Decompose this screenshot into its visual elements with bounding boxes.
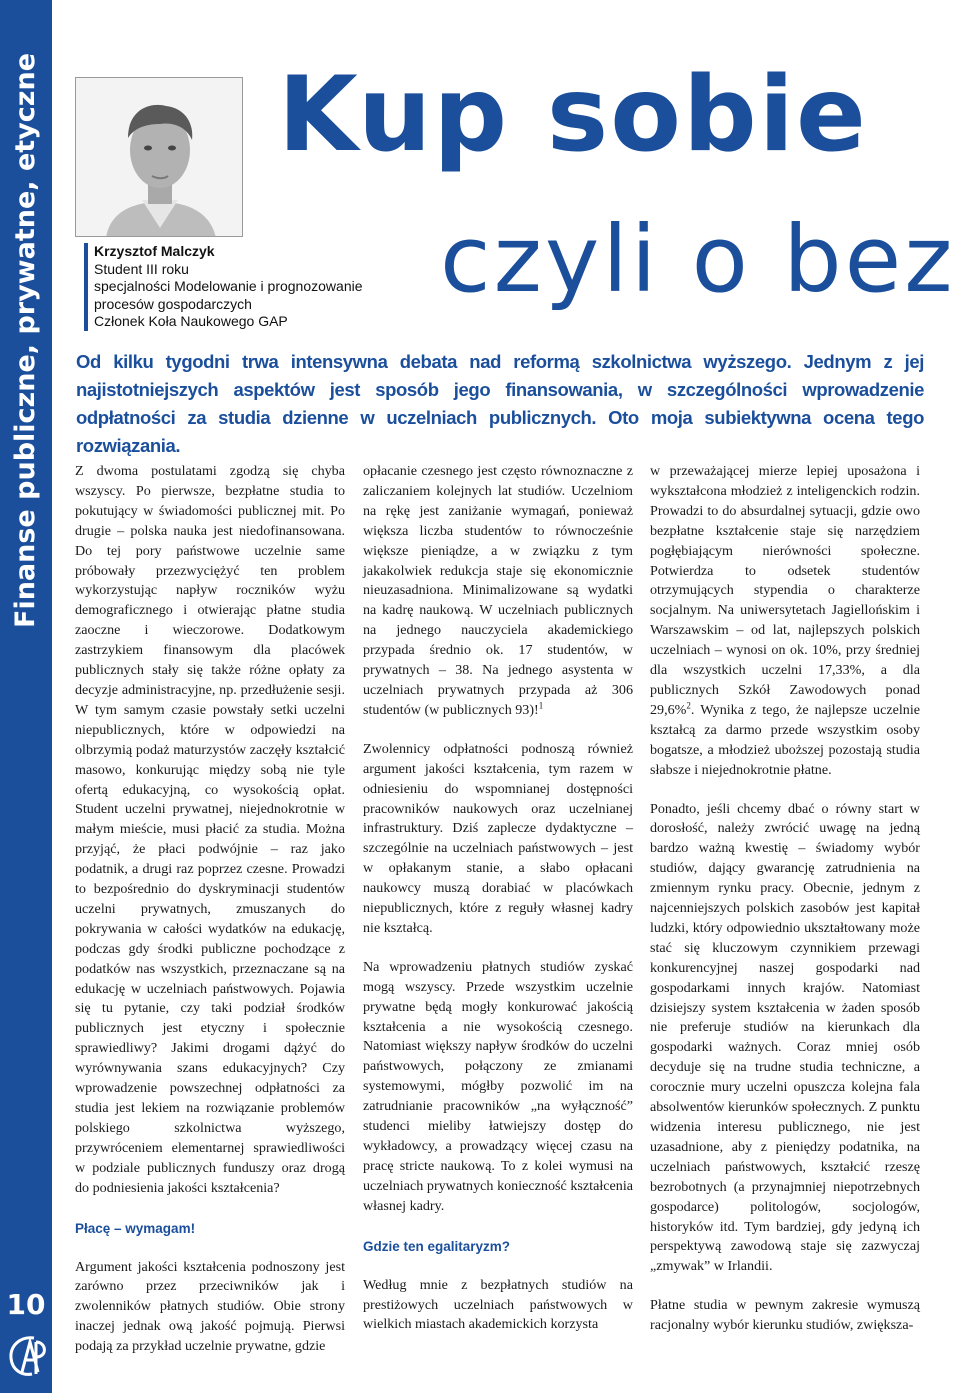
section-title: Finanse publiczne, prywatne, etyczne (10, 52, 41, 628)
paragraph: Zwolennicy odpłatności podnoszą również argument jakości kształcenia, tym razem w odniesieniu do wspomnianej dostępności pracowników naukowych oraz uczelnianej infrastruktury. Dziś zaplecze dydaktyczne – szczególnie na uczelniach państwowych – jest w opłakanym stanie, a słabo opłacani naukowcy muszą dorabiać w placówkach niepublicznych, które z reguły własnej kadry nie kształcą. (363, 740, 633, 936)
paragraph: Według mnie z bezpłatnych studiów na prestiżowych uczelniach państwowych w wielkich miastach akademickich korzysta (363, 1276, 633, 1333)
paragraph: Ponadto, jeśli chcemy dbać o równy start w dorosłość, należy zwrócić uwagę na jedną bardzo ważną kwestię – świadomy wybór studiów, dający gwarancję zatrudnienia na zmiennym rynku pracy. Obecnie, jednym z najcenniejszych polskich zasobów jest kapitał ludzki, który odpowiednio ukształtowany może stać się kluczowym czynnikiem przewagi konkurencyjnej naszej gospodarki nad gospodarkami innych krajów. Natomiast dzisiejszy system kształcenia w żaden sposób nie preferuje studiów na kierunkach dla gospodarki ważnych. Coraz mniej osób decyduje się na trudne studia techniczne, a corocznie mury uczelni opuszcza kolejna fala absolwentów kierunków społecznych. Z punktu widzenia interesu publicznego, nie jest uzasadnione, aby z pieniędzy podatnika, na uczelniach państwowych, kształcić rzeszę bezrobotnych (a przynajmniej niepotrzebnych gospodarce) politologów, socjologów, historyków itd. Tym bardziej, gdy jedyną ich perspektywą zawodową staje się zazwyczaj „zmywak” w Irlandii. (650, 800, 920, 1275)
author-line-1: Student III roku (94, 260, 189, 277)
paragraph (650, 462, 920, 781)
paragraph: Z dwoma postulatami zgodzą się chyba wszyscy. Po pierwsze, bezpłatne studia to pokutujący w świadomości publicznej mit. Po drugie – polska nauka jest niedofinansowana. Do tej pory państwowe uczelnie same próbowały przezwyciężyć ten problem wykorzystując napływ roczników wyżu demograficznego i otwierając płatne studia zaoczne i wieczorowe. Dodatkowym zastrzykiem finansowym dla placówek publicznych stały się także różne opłaty za decyzje administracyjne, np. przedłużenie sesji. W tym samym czasie powstały setki uczelni niepublicznych, które w odpowiedzi na olbrzymią podaż maturzystów zaczęły kształcić masowo, konkurując między sobą nie tyle ofertą edukacyjną, co wysokością opłat. Student uczelni prywatnej, niejednokrotnie w małym mieście, musi płacić za studia. Można przyjąć, że płaci podwójnie – raz jako podatnik, a drugi raz poprzez czesne. Prowadzi to bezpośrednio do dyskryminacji studentów uczelni prywatnych, zmuszanych do pokrywania w całości wydatków na edukację, podczas gdy środki publiczne pochodzące z podatków nas wszystkich, przeznaczane są na edukację w uczelniach państwowych. Pojawia się tu pytanie, czy taki podział środków publicznych jest etyczny i społecznie sprawiedliwy? Jakimi drogami dążyć do wyrównywania szans edukacyjnych? Czy wprowadzenie powszechnej odpłatności za studia jest lekiem na rozwiązanie problemów polskiego szkolnictwa wyższego, przywróceniem elementarnej sprawiedliwości w podziale publicznych funduszy oraz drogą do podniesienia jakości kształcenia? (75, 463, 345, 1196)
headline-line-2: czyli o bez (440, 206, 956, 313)
lead-paragraph: Od kilku tygodni trwa intensywna debata nad reformą szkolnictwa wyższego. Jednym z jej najistotniejszych aspektów jest sposób jego finansowania, w szczególności wprowadzenie odpłatności za studia dzienne w uczelniach publicznych. Oto moja subiektywna ocena tego rozwiązania. (76, 351, 924, 456)
article-column-1 (75, 462, 345, 1357)
headline-line-1: Kup sobie (278, 55, 868, 175)
paragraph-text: . Wynika z tego, że najlepsze uczelnie kształcą za darmo przede wszystkim osoby bogatsze, a młodzież uboższej pozostają studia słabsze i niejednokrotnie płatne. (650, 701, 920, 778)
paragraph: Na wprowadzeniu płatnych studiów zyskać mogą wszyscy. Przede wszystkim uczelnie prywatne będą mogły konkurować jakością kształcenia a nie wysokością czesnego. Natomiast większy napływ środków do uczelni państwowych, połączony ze zmianami systemowymi, mógłby pozwolić im na zatrudnianie pracowników „na wyłączność” studenci mieliby łatwiejszy dostęp do wykładowcy, a prowadzący więcej czasu na pracę stricte naukową. To z kolei wymusi na uczelniach prywatnych konieczność kształcenia własnej kadry. (363, 958, 633, 1214)
footnote-ref: 1 (538, 700, 544, 711)
page-number: 10 (6, 1288, 46, 1321)
paragraph: Płatne studia w pewnym zakresie wymuszą racjonalny wybór kierunku studiów, zwiększa- (650, 1297, 920, 1334)
article-column-2 (363, 462, 633, 1335)
gap-logo-icon (4, 1330, 50, 1382)
footnote-ref: 2 (686, 700, 691, 711)
section-heading: Płacę – wymagam! (75, 1220, 196, 1236)
paragraph-text: w przeważającej mierze lepiej uposażona i wykształcona młodzież z inteligenckich rodzin. Prowadzi to do absurdalnej sytuacji, gdzie owo bezpłatne kształcenie staje się narzędziem pogłębiającym nierówności społeczne. Potwierdza to odsetek studentów otrzymujących stypendia o charakterze socjalnym. Na uniwersytetach Jagiellońskim i Warszawskim – od lat, najlepszych polskich uczelniach – wynosi on ok. 10%, przy średniej dla wszystkich uczelni 17,33%, a dla publicznych Szkół Zawodowych ponad 29,6% (650, 463, 920, 718)
paragraph-text: opłacanie czesnego jest często równoznaczne z zaliczaniem kolejnych lat studiów. Uczelniom na rękę jest zaniżanie wymagań, ponieważ większa liczba studentów to równocześnie większe pieniądze, a w związku z tym jakakolwiek redukcja staje się ekonomicznie nieuzasadniona. Minimalizowane są wydatki na kadrę naukową. W uczelniach publicznych na jednego nauczyciela akademickiego przypada średnio ok. 17 studentów, w prywatnych – 38. Na jednego asystenta w uczelniach prywatnych przypada aż 306 studentów (w publicznych 93)! (363, 463, 633, 718)
paragraph: Argument jakości kształcenia podnoszony jest zarówno przez przeciwników jak i zwolenników płatnych studiów. Obie strony inaczej jednak ową jakość pojmują. Pierwsi podają za przykład uczelnie prywatne, gdzie (75, 1258, 345, 1355)
paragraph (363, 462, 633, 721)
author-photo (75, 77, 243, 237)
author-line-4: Członek Koła Naukowego GAP (94, 313, 288, 329)
author-line-2: specjalności Modelowanie i prognozowanie (94, 278, 363, 294)
author-name: Krzysztof Malczyk (94, 243, 215, 259)
article-column-3 (650, 462, 920, 1336)
author-line-3: procesów gospodarczych (94, 295, 252, 312)
section-heading: Gdzie ten egalitaryzm? (363, 1238, 511, 1254)
author-info (84, 243, 414, 331)
